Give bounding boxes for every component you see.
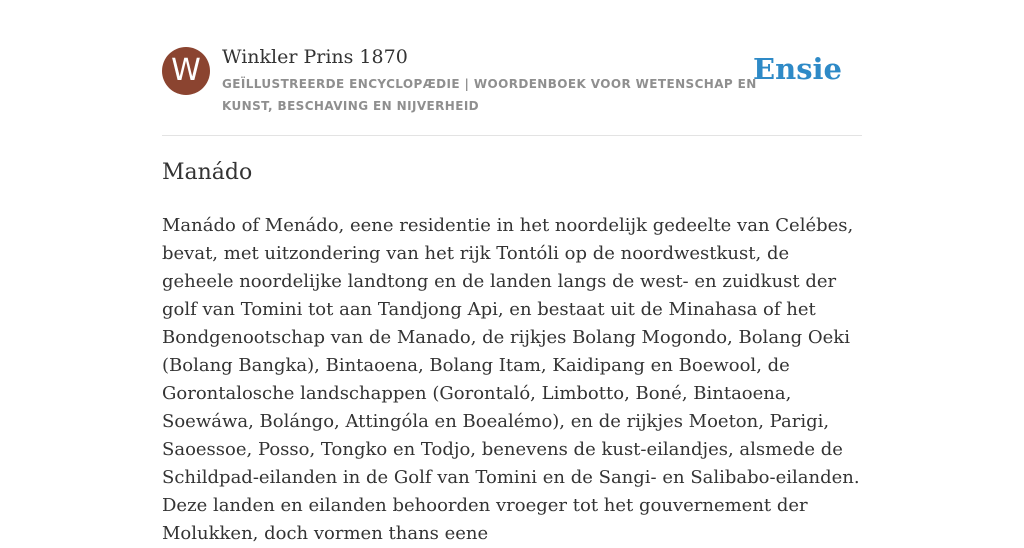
brand-logo[interactable]: Ensie (753, 52, 842, 86)
source-subtitle: GEÏLLUSTREERDE ENCYCLOPÆDIE | WOORDENBOEK VOOR WETENSCHAP EN KUNST, BESCHAVING EN NIJVERHEID (222, 77, 757, 113)
source-title[interactable]: Winkler Prins 1870 (222, 46, 408, 68)
entry-body: Manádo of Menádo, eene residentie in het noordelijk gedeelte van Celébes, bevat, met uitzondering van het rijk Tontóli op de noordwestkust, de geheele noordelijke landtong en de landen langs de west- en zuidkust der golf van Tomini tot aan Tandjong Api, en bestaat uit de Minahasa of het Bondgenootschap van de Manado, de rijkjes Bolang Mogondo, Bolang Oeki (Bolang Bangka), Bintaoena, Bolang Itam, Kaidipang en Boewool, de Gorontalosche landschappen (Gorontaló, Limbotto, Boné, Bintaoena, Soewáwa, Bolángo, Attingóla en Boealémo), en de rijkjes Moeton, Parigi, Saoessoe, Posso, Tongko en Todjo, benevens de kust-eilandjes, alsmede de Schildpad-eilanden in de Golf van Tomini en de Sangi- en Salibabo-eilanden. Deze landen en eilanden behoorden vroeger tot het gouvernement der Molukken, doch vormen thans eene (162, 215, 860, 544)
source-header (162, 46, 862, 116)
source-avatar[interactable]: W (162, 47, 210, 95)
header-divider (162, 135, 862, 136)
entry-title: Manádo (162, 160, 253, 185)
